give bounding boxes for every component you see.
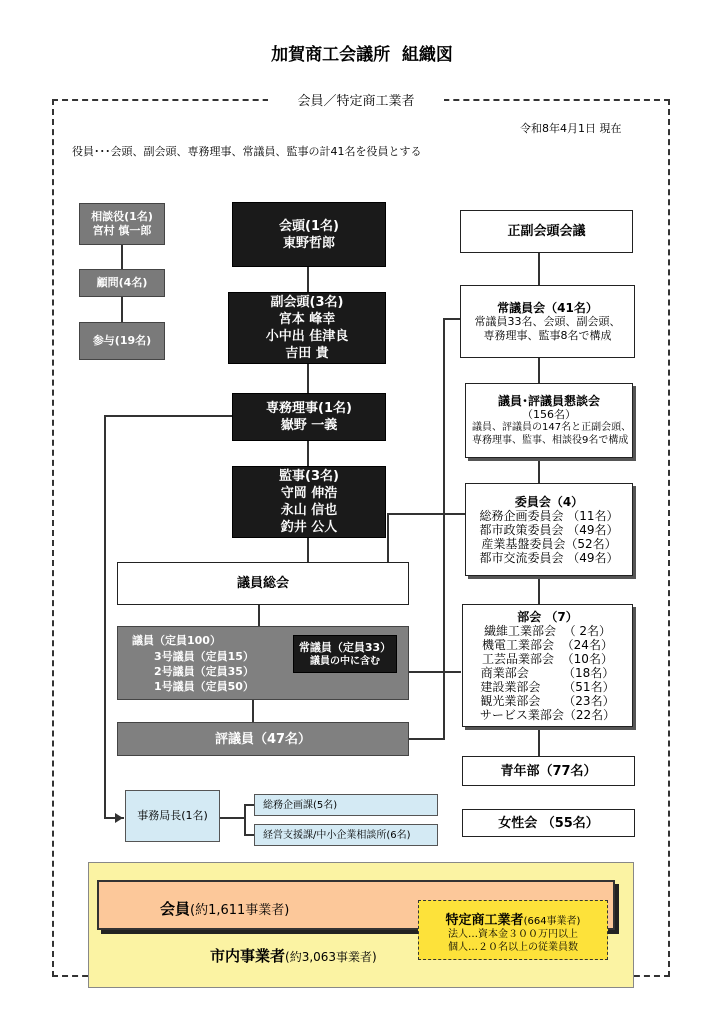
advisor-sanyo-label: 参与(19名)	[92, 334, 152, 347]
shinai-main: 市内事業者	[210, 947, 286, 965]
joseikai-label: 女性会 （55名）	[498, 815, 599, 831]
tokutei-count: (664事業者)	[523, 916, 581, 927]
page-title: 加賀商工会議所 組織図	[271, 45, 453, 65]
bukai-item-4: 商業部会 （18名）	[480, 665, 615, 680]
seinenbu-label: 青年部（77名）	[500, 763, 597, 779]
hyougiin-label: 評議員（47名）	[214, 731, 312, 747]
iinkai-item-1: 総務企画委員会 （11名）	[479, 508, 619, 523]
giin-soukai-label: 議員総会	[236, 576, 289, 591]
jougiin-inner-sub: 議員の中に含む	[310, 655, 380, 667]
kaiin-label	[160, 898, 289, 919]
kondankai-desc-1: 議員、評議員の147名と正副会頭、	[472, 421, 632, 433]
shinai-label	[210, 945, 377, 966]
iinkai-item-4: 都市交流委員会 （49名）	[479, 550, 619, 565]
seinenbu-box	[462, 756, 635, 786]
senmu-name: 嶽野 一義	[280, 418, 338, 433]
iinkai-item-2: 都市政策委員会 （49名）	[479, 522, 619, 537]
advisor-sanyo	[79, 322, 165, 360]
jougiinkai-desc-1: 常議員33名、会頭、副会頭、	[474, 314, 621, 328]
giin-line-3: 2号議員（定員35）	[154, 665, 254, 678]
tokutei-box	[418, 900, 608, 960]
advisor-soudan-title: 相談役(1名)	[91, 210, 153, 223]
kanji-name-1: 守岡 伸浩	[280, 486, 338, 501]
shinai-sub: (約3,063事業者)	[285, 950, 377, 964]
kaiin-main: 会員	[160, 900, 191, 918]
giin-line-1: 議員（定員100）	[132, 634, 221, 647]
tokutei-line-2: 個人…２０名以上の従業員数	[448, 942, 578, 953]
fukukaito-title: 副会頭(3名)	[270, 295, 344, 310]
bukai-item-7: サービス業部会（22名）	[479, 707, 616, 722]
jougiinkai-desc-2: 専務理事、監事8名で構成	[483, 328, 612, 342]
keiei-box	[254, 824, 438, 846]
senmu-box	[232, 393, 386, 441]
bukai-item-1: 繊維工業部会 （ 2名）	[483, 623, 612, 638]
fukukaito-name-2: 小中出 佳津良	[265, 329, 349, 344]
fukukaito-name-1: 宮本 峰幸	[278, 312, 336, 327]
jougiinkai-title: 常議員会（41名）	[497, 300, 598, 315]
senmu-title: 専務理事(1名)	[266, 401, 352, 416]
bukai-item-3: 工芸品業部会 （10名）	[482, 651, 613, 666]
kondankai-desc-2: 専務理事、監事、相談役9名で構成	[472, 434, 629, 446]
jimukyokucho-label: 事務局長(1名)	[137, 809, 208, 822]
advisor-komon-label: 顧問(4名)	[96, 276, 148, 289]
fukukaito-name-3: 吉田 貴	[285, 346, 329, 361]
iinkai-item-3: 産業基盤委員会（52名）	[481, 536, 617, 551]
giin-line-2: 3号議員（定員15）	[154, 650, 254, 663]
jougiinkai-box	[460, 285, 635, 358]
kaito-title: 会頭(1名)	[279, 218, 339, 234]
fukukaito-box	[228, 292, 386, 364]
joseikai-box	[462, 809, 635, 837]
kaiin-sub: (約1,611事業者)	[190, 903, 290, 918]
bukai-title: 部会 （7）	[517, 609, 578, 624]
seifuku-box	[460, 210, 633, 253]
iinkai-box	[465, 483, 633, 576]
officers-note: 役員･･･会頭、副会頭、専務理事、常議員、監事の計41名を役員とする	[72, 145, 422, 158]
kanji-title: 監事(3名)	[279, 469, 339, 484]
hyougiin-box	[117, 722, 409, 756]
giin-box	[117, 626, 409, 700]
kaito-name: 東野哲郎	[282, 235, 335, 251]
frame-label: 会員／特定商工業者	[268, 90, 444, 109]
kanji-name-2: 永山 信也	[280, 503, 338, 518]
kanji-name-3: 釣井 公人	[280, 520, 338, 535]
date-label: 令和8年4月1日 現在	[520, 122, 622, 135]
bukai-item-6: 観光業部会 （23名）	[480, 693, 615, 708]
advisor-soudan-name: 宮村 慎一郎	[92, 224, 152, 237]
giin-soukai-box	[117, 562, 409, 605]
advisor-soudan	[79, 203, 165, 245]
kondankai-title: 議員･評議員懇談会	[497, 393, 600, 408]
advisor-komon	[79, 269, 165, 297]
giin-line-4: 1号議員（定員50）	[154, 680, 254, 693]
soumu-label: 総務企画課(5名)	[263, 799, 338, 811]
bukai-item-2: 機電工業部会 （24名）	[482, 637, 613, 652]
kondankai-count: （156名）	[522, 407, 576, 421]
jimukyokucho-box	[125, 790, 220, 842]
bukai-box	[462, 604, 633, 727]
kondankai-box	[465, 383, 633, 458]
kanji-box	[232, 466, 386, 538]
keiei-label: 経営支援課/中小企業相談所(6名)	[263, 829, 411, 841]
soumu-box	[254, 794, 438, 816]
iinkai-title: 委員会（4）	[514, 494, 584, 509]
seifuku-label: 正副会頭会議	[507, 224, 586, 239]
jougiin-inner-box	[293, 635, 397, 673]
jougiin-inner-title: 常議員（定員33）	[298, 640, 392, 654]
kaito-box	[232, 202, 386, 267]
tokutei-line-1: 法人…資本金３００万円以上	[448, 929, 578, 940]
tokutei-title: 特定商工業者	[445, 913, 524, 928]
bukai-item-5: 建設業部会 （51名）	[480, 679, 615, 694]
